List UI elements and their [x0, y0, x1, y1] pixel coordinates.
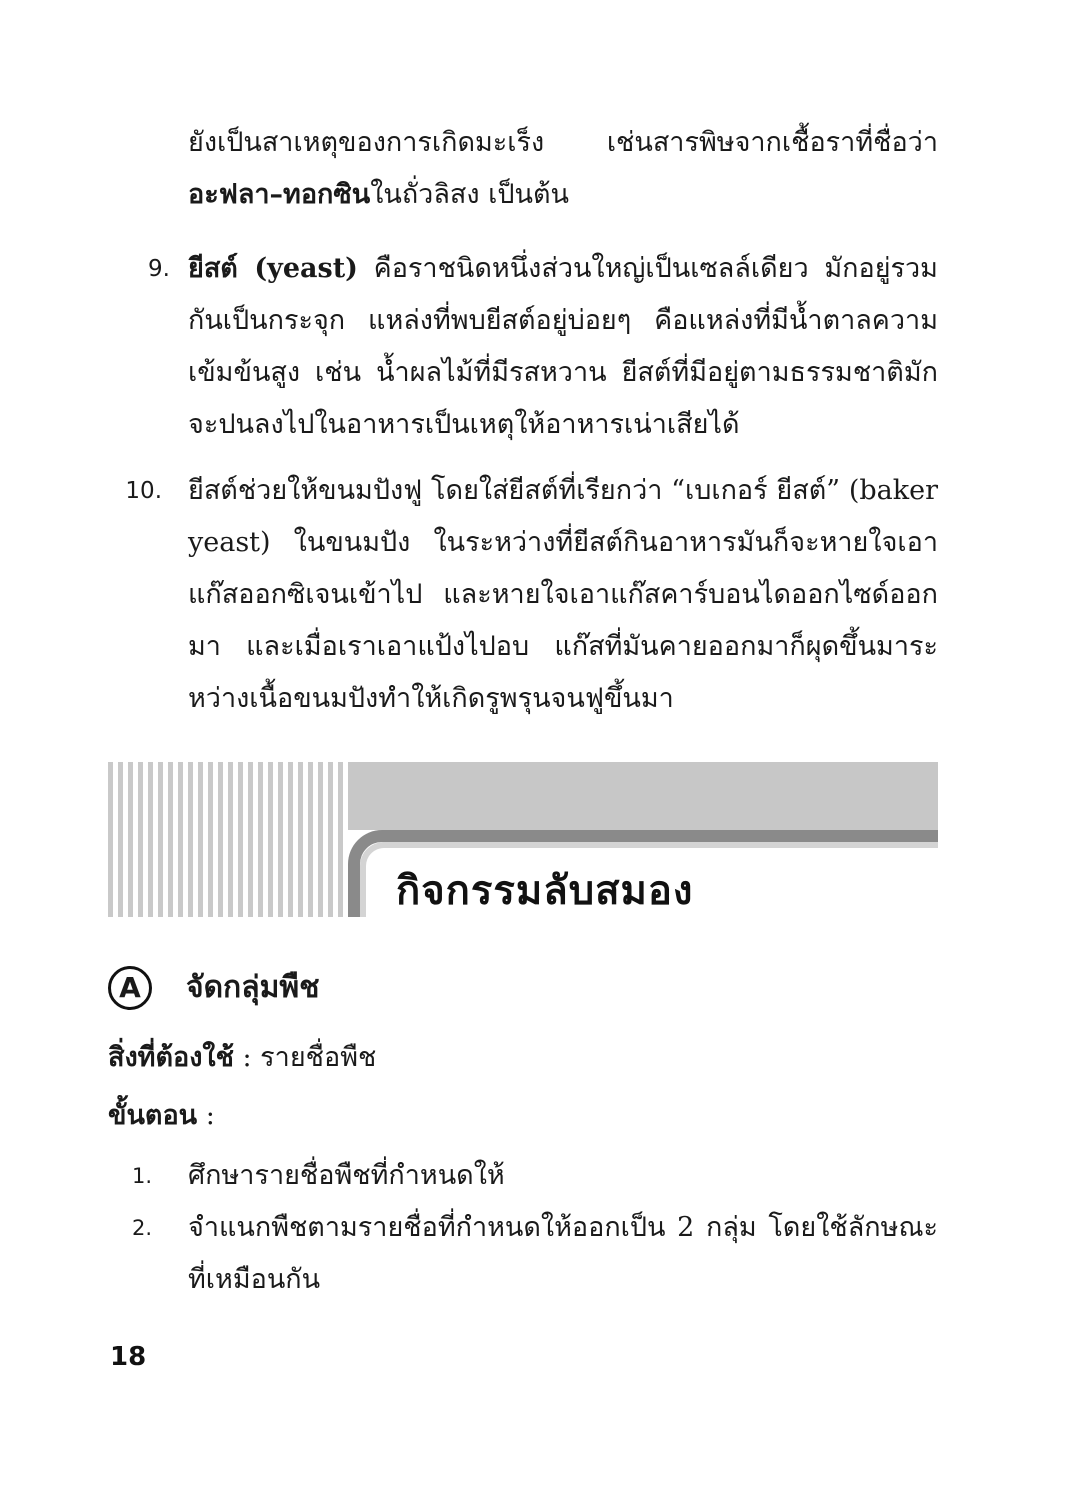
- materials-label: สิ่งที่ต้องใช้: [108, 1042, 234, 1073]
- page-number: 18: [110, 1342, 147, 1372]
- step-text: จำแนกพืชตามรายชื่อที่กำหนดให้ออกเป็น 2 กลุ่ม โดยใช้ลักษณะที่เหมือนกัน: [188, 1212, 938, 1295]
- steps-heading: [108, 1094, 215, 1138]
- list-item: [110, 243, 938, 451]
- step-item: [110, 1150, 938, 1202]
- step-item: [110, 1202, 938, 1306]
- paragraph-tail: ในถั่วลิสง เป็นต้น: [370, 179, 569, 210]
- item-number: 10.: [125, 478, 162, 504]
- section-title: จัดกลุ่มพืช: [186, 970, 320, 1005]
- item-text: คือราชนิดหนึ่งส่วนใหญ่เป็นเซลล์เดียว มักอยู่รวมกันเป็นกระจุก แหล่งที่พบยีสต์อยู่บ่อยๆ คือแหล่งที่มีน้ำตาลความเข้มข้นสูง เช่น น้ำผลไม้ที่มีรสหวาน ยีสต์ที่มีอยู่ตามธรรมชาติมักจะปนลงไปในอาหารเป็นเหตุให้อาหารเน่าเสียได้: [188, 253, 938, 440]
- banner-band: [348, 762, 938, 830]
- item-body: [188, 243, 938, 451]
- item-bold-term: ยีสต์ (yeast): [188, 253, 358, 284]
- list-item: [110, 465, 938, 725]
- steps-colon: :: [197, 1100, 215, 1131]
- paragraph-bold-term: อะฟลา–ทอกซิน: [188, 179, 371, 210]
- paragraph-continued: [188, 117, 938, 221]
- item-body: ยีสต์ช่วยให้ขนมปังฟู โดยใส่ยีสต์ที่เรียกว่า “เบเกอร์ ยีสต์” (baker yeast) ในขนมปัง ในระหว่างที่ยีสต์กินอาหารมันก็จะหายใจเอาแก๊สออกซิเจนเข้าไป และหายใจเอาแก๊สคาร์บอนไดออกไซด์ออกมา และเมื่อเราเอาแป้งไปอบ แก๊สที่มันคายออกมาก็ผุดขึ้นมาระหว่างเนื้อขนมปังทำให้เกิดรูพรุนจนฟูขึ้นมา: [188, 475, 938, 714]
- step-text: ศึกษารายชื่อพืชที่กำหนดให้: [188, 1160, 505, 1191]
- step-number: 2.: [131, 1216, 152, 1240]
- banner-stripes: [108, 762, 348, 917]
- step-number: 1.: [131, 1164, 152, 1188]
- paragraph-text: ยังเป็นสาเหตุของการเกิดมะเร็ง เช่นสารพิษจากเชื้อราที่ชื่อว่า: [188, 127, 938, 158]
- materials-value: : รายชื่อพืช: [233, 1042, 377, 1073]
- steps-label: ขั้นตอน: [108, 1100, 198, 1131]
- section-letter-badge: A: [108, 966, 152, 1010]
- item-number: 9.: [148, 256, 170, 282]
- banner-title: กิจกรรมลับสมอง: [396, 868, 694, 914]
- materials-line: [108, 1036, 376, 1080]
